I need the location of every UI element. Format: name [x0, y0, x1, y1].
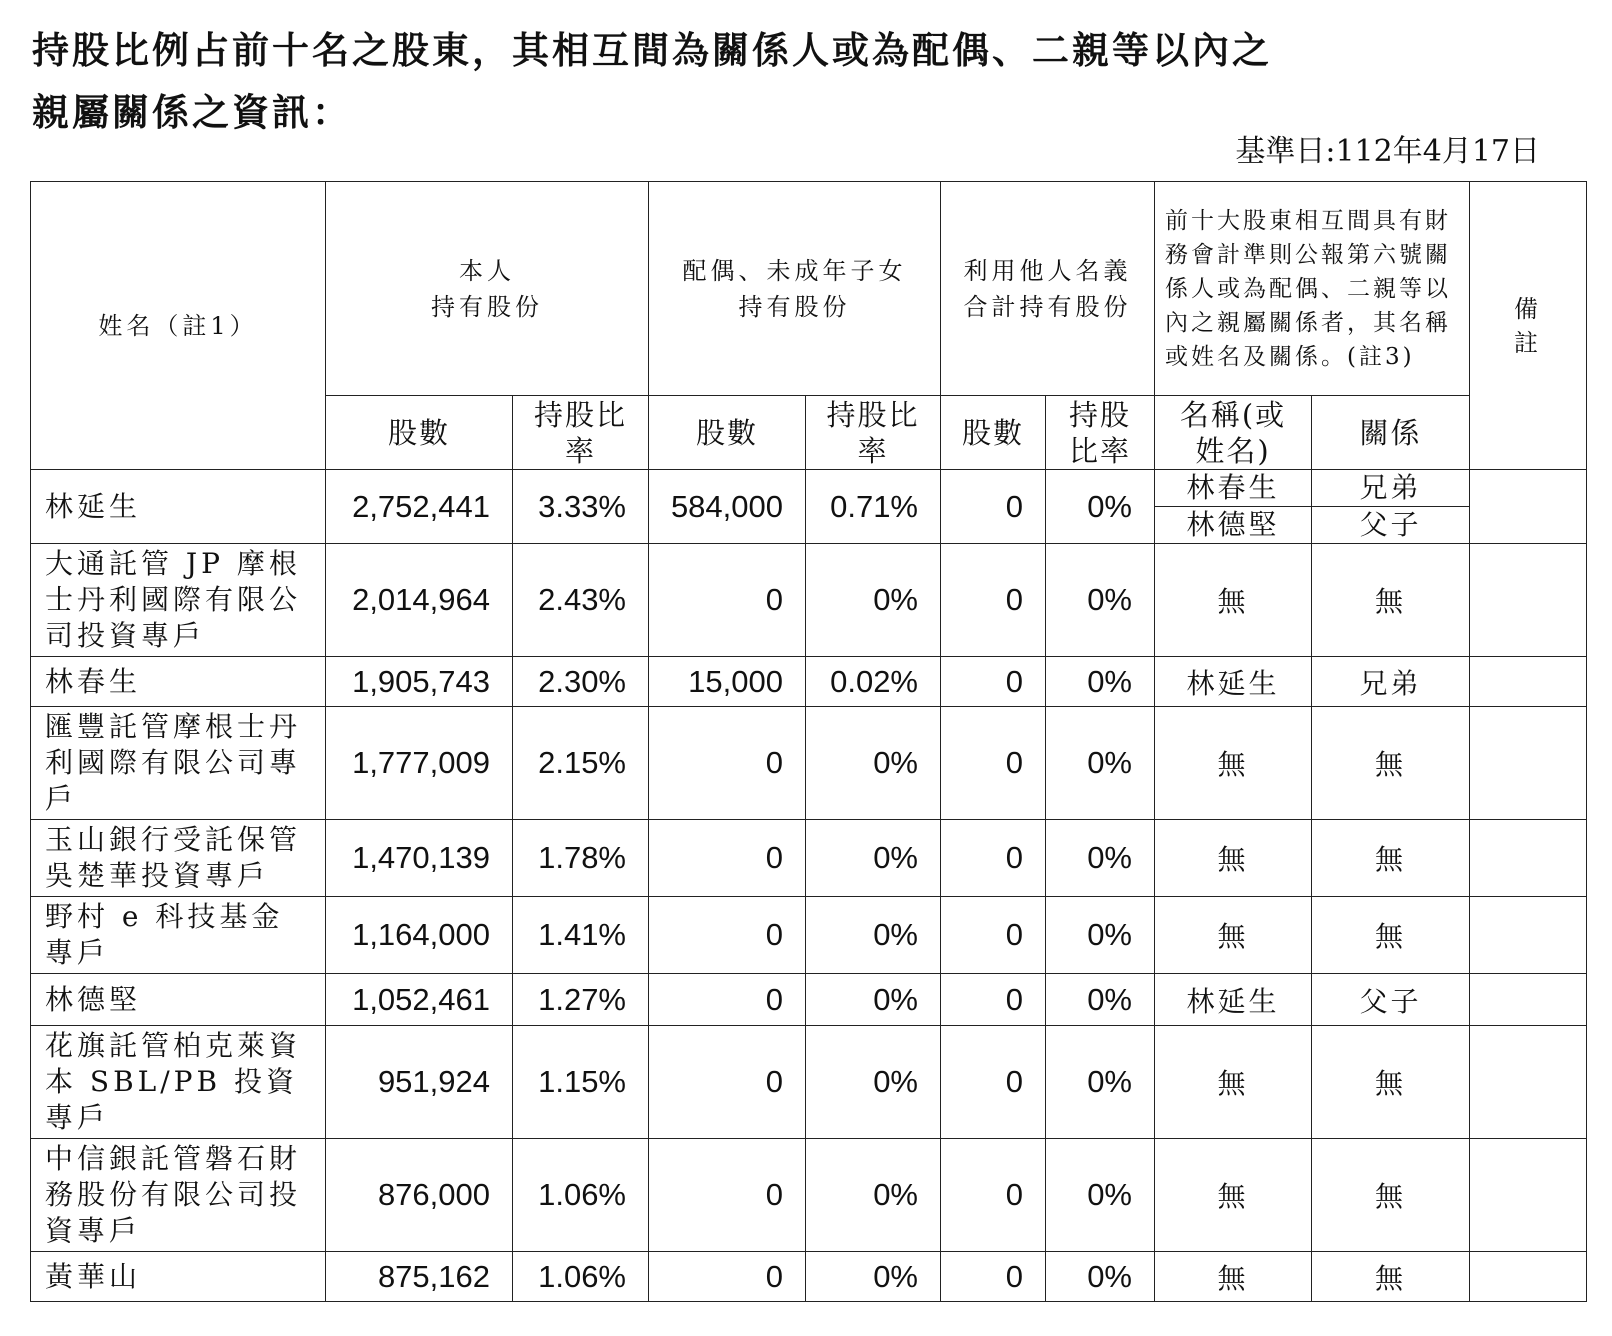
- self-ratio-cell: 1.06%: [513, 1139, 649, 1252]
- spouse-ratio-cell: 0%: [806, 1026, 941, 1139]
- self-ratio-cell: 1.41%: [513, 897, 649, 974]
- self-shares-cell: 1,164,000: [326, 897, 513, 974]
- self-shares-cell: 1,905,743: [326, 657, 513, 707]
- spouse-shares-cell: 15,000: [649, 657, 806, 707]
- header-nominee-shares: [941, 182, 1155, 396]
- table-row: [31, 1139, 1587, 1252]
- shareholder-name-cell: 大通託管 JP 摩根士丹利國際有限公司投資專戶: [31, 544, 326, 657]
- nominee-shares-cell: 0: [941, 544, 1046, 657]
- table-row: [31, 707, 1587, 820]
- title-line-2: 親屬關係之資訊：: [32, 91, 352, 134]
- remark-cell: [1470, 1252, 1587, 1302]
- header-self-ratio-text: 持股比率: [533, 397, 627, 468]
- nominee-shares-cell: 0: [941, 1139, 1046, 1252]
- spouse-ratio-cell: 0%: [806, 974, 941, 1026]
- header-relation-name-text: 名稱(或姓名): [1179, 397, 1287, 468]
- header-nominee-line1: 利用他人名義: [963, 256, 1132, 285]
- remark-cell: [1470, 544, 1587, 657]
- self-shares-cell: 876,000: [326, 1139, 513, 1252]
- shareholder-name-cell: 林延生: [31, 470, 326, 544]
- spouse-ratio-cell: 0%: [806, 707, 941, 820]
- nominee-ratio-cell: 0%: [1046, 1026, 1155, 1139]
- header-remarks: [1470, 182, 1587, 470]
- relation-type-cell: 兄弟: [1312, 657, 1470, 707]
- table-row: [31, 470, 1587, 507]
- header-self-ratio: [513, 396, 649, 470]
- header-spouse-shares: [649, 182, 941, 396]
- spouse-ratio-cell: 0.71%: [806, 470, 941, 544]
- relation-name-cell: 無: [1155, 1139, 1312, 1252]
- remark-cell: [1470, 1139, 1587, 1252]
- remark-cell: [1470, 897, 1587, 974]
- spouse-shares-cell: 0: [649, 544, 806, 657]
- relation-type-cell: 無: [1312, 1252, 1470, 1302]
- nominee-shares-cell: 0: [941, 657, 1046, 707]
- self-ratio-cell: 2.30%: [513, 657, 649, 707]
- nominee-shares-cell: 0: [941, 897, 1046, 974]
- nominee-shares-cell: 0: [941, 707, 1046, 820]
- nominee-shares-cell: 0: [941, 820, 1046, 897]
- self-ratio-cell: 3.33%: [513, 470, 649, 544]
- table-row: [31, 974, 1587, 1026]
- relation-name-cell: 林延生: [1155, 657, 1312, 707]
- relation-type-cell: 無: [1312, 1026, 1470, 1139]
- header-remarks-text: 備註: [1513, 294, 1542, 357]
- header-self-line2: 持有股份: [431, 292, 543, 321]
- header-relation-name: [1155, 396, 1312, 470]
- remark-cell: [1470, 820, 1587, 897]
- self-shares-cell: 1,777,009: [326, 707, 513, 820]
- self-ratio-cell: 1.15%: [513, 1026, 649, 1139]
- table-row: [31, 897, 1587, 974]
- header-relations: 前十大股東相互間具有財務會計準則公報第六號關係人或為配偶、二親等以內之親屬關係者，其名稱或姓名及關係。(註3): [1155, 182, 1470, 396]
- self-ratio-cell: 2.15%: [513, 707, 649, 820]
- self-ratio-cell: 1.06%: [513, 1252, 649, 1302]
- relation-name-cell: 林春生: [1155, 470, 1312, 507]
- nominee-shares-cell: 0: [941, 974, 1046, 1026]
- nominee-ratio-cell: 0%: [1046, 974, 1155, 1026]
- self-ratio-cell: 2.43%: [513, 544, 649, 657]
- nominee-ratio-cell: 0%: [1046, 707, 1155, 820]
- shareholder-table: [30, 181, 1587, 1302]
- header-nominee-count: 股數: [941, 396, 1046, 470]
- nominee-ratio-cell: 0%: [1046, 820, 1155, 897]
- spouse-ratio-cell: 0%: [806, 1139, 941, 1252]
- nominee-ratio-cell: 0%: [1046, 544, 1155, 657]
- table-row: [31, 1252, 1587, 1302]
- self-shares-cell: 1,470,139: [326, 820, 513, 897]
- header-self-line1: 本人: [459, 256, 515, 285]
- nominee-shares-cell: 0: [941, 1026, 1046, 1139]
- relation-name-cell: 林德堅: [1155, 507, 1312, 544]
- relation-name-cell: 無: [1155, 544, 1312, 657]
- spouse-ratio-cell: 0%: [806, 1252, 941, 1302]
- nominee-shares-cell: 0: [941, 470, 1046, 544]
- self-shares-cell: 2,014,964: [326, 544, 513, 657]
- spouse-shares-cell: 0: [649, 974, 806, 1026]
- header-spouse-ratio: [806, 396, 941, 470]
- header-self-shares: [326, 182, 649, 396]
- nominee-ratio-cell: 0%: [1046, 1252, 1155, 1302]
- spouse-ratio-cell: 0%: [806, 820, 941, 897]
- nominee-shares-cell: 0: [941, 1252, 1046, 1302]
- table-row: [31, 820, 1587, 897]
- spouse-shares-cell: 0: [649, 1139, 806, 1252]
- spouse-shares-cell: 584,000: [649, 470, 806, 544]
- header-nominee-line2: 合計持有股份: [963, 292, 1132, 321]
- header-nominee-ratio: [1046, 396, 1155, 470]
- relation-name-cell: 無: [1155, 897, 1312, 974]
- remark-cell: [1470, 657, 1587, 707]
- shareholder-name-cell: 林德堅: [31, 974, 326, 1026]
- table-row: [31, 1026, 1587, 1139]
- table-row: [31, 544, 1587, 657]
- relation-name-cell: 無: [1155, 707, 1312, 820]
- remark-cell: [1470, 1026, 1587, 1139]
- header-self-count: 股數: [326, 396, 513, 470]
- relation-name-cell: 無: [1155, 820, 1312, 897]
- spouse-ratio-cell: 0.02%: [806, 657, 941, 707]
- header-name: 姓名（註1）: [31, 182, 326, 470]
- table-body: [31, 470, 1587, 1302]
- relation-type-cell: 無: [1312, 897, 1470, 974]
- relation-name-cell: 無: [1155, 1026, 1312, 1139]
- header-spouse-count: 股數: [649, 396, 806, 470]
- nominee-ratio-cell: 0%: [1046, 470, 1155, 544]
- table-row: [31, 657, 1587, 707]
- relation-type-cell: 無: [1312, 707, 1470, 820]
- shareholder-name-cell: 花旗託管柏克萊資本 SBL/PB 投資專戶: [31, 1026, 326, 1139]
- header-relation-type: 關係: [1312, 396, 1470, 470]
- title-line-1: 持股比例占前十名之股東，其相互間為關係人或為配偶、二親等以內之: [32, 29, 1272, 72]
- header-nominee-ratio-text: 持股比率: [1068, 397, 1131, 468]
- self-ratio-cell: 1.78%: [513, 820, 649, 897]
- spouse-shares-cell: 0: [649, 820, 806, 897]
- relation-type-cell: 無: [1312, 1139, 1470, 1252]
- shareholder-name-cell: 中信銀託管磐石財務股份有限公司投資專戶: [31, 1139, 326, 1252]
- shareholder-name-cell: 野村 e 科技基金專戶: [31, 897, 326, 974]
- spouse-ratio-cell: 0%: [806, 544, 941, 657]
- remark-cell: [1470, 974, 1587, 1026]
- self-shares-cell: 1,052,461: [326, 974, 513, 1026]
- spouse-ratio-cell: 0%: [806, 897, 941, 974]
- spouse-shares-cell: 0: [649, 897, 806, 974]
- spouse-shares-cell: 0: [649, 1252, 806, 1302]
- self-ratio-cell: 1.27%: [513, 974, 649, 1026]
- relation-name-cell: 無: [1155, 1252, 1312, 1302]
- shareholder-name-cell: 玉山銀行受託保管吳楚華投資專戶: [31, 820, 326, 897]
- spouse-shares-cell: 0: [649, 707, 806, 820]
- self-shares-cell: 875,162: [326, 1252, 513, 1302]
- self-shares-cell: 951,924: [326, 1026, 513, 1139]
- relation-type-cell: 父子: [1312, 507, 1470, 544]
- header-spouse-ratio-text: 持股比率: [826, 397, 920, 468]
- shareholder-name-cell: 黃華山: [31, 1252, 326, 1302]
- relation-type-cell: 無: [1312, 820, 1470, 897]
- header-spouse-line1: 配偶、未成年子女: [682, 256, 907, 285]
- relation-type-cell: 父子: [1312, 974, 1470, 1026]
- nominee-ratio-cell: 0%: [1046, 657, 1155, 707]
- remark-cell: [1470, 707, 1587, 820]
- relation-type-cell: 兄弟: [1312, 470, 1470, 507]
- shareholder-name-cell: 匯豐託管摩根士丹利國際有限公司專戶: [31, 707, 326, 820]
- self-shares-cell: 2,752,441: [326, 470, 513, 544]
- relation-type-cell: 無: [1312, 544, 1470, 657]
- header-spouse-line2: 持有股份: [738, 292, 851, 321]
- reference-date: 基準日:112年4月17日: [1235, 134, 1540, 169]
- shareholder-name-cell: 林春生: [31, 657, 326, 707]
- nominee-ratio-cell: 0%: [1046, 897, 1155, 974]
- relation-name-cell: 林延生: [1155, 974, 1312, 1026]
- nominee-ratio-cell: 0%: [1046, 1139, 1155, 1252]
- remark-cell: [1470, 470, 1587, 544]
- spouse-shares-cell: 0: [649, 1026, 806, 1139]
